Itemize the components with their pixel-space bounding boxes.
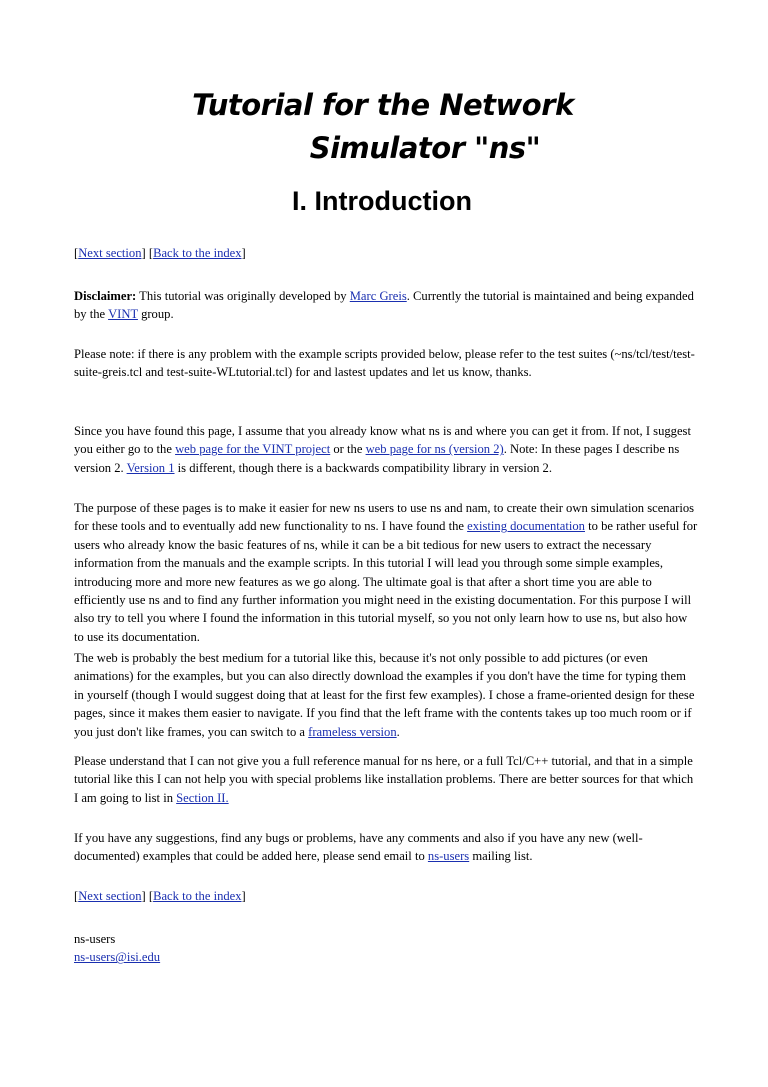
purpose-text-1: The purpose of these pages is to make it easier for new ns users to use ns and nam, to create their own simulation scenarios for these tools and to eventually add new functionality to ns. I have found the <box>74 501 695 534</box>
suggestions-paragraph <box>74 829 698 866</box>
footer-name: ns-users <box>74 932 116 946</box>
note-paragraph: Please note: if there is any problem with the example scripts provided below, please refer to the test suites (~ns/tcl/test/test-suite-greis.tcl and test-suite-WLtutorial.tcl) for and lastest updates and let us know, thanks. <box>74 347 695 380</box>
page-heading-text: I. Introduction <box>292 186 472 216</box>
disclaimer-paragraph <box>74 287 698 324</box>
title-banner-line-1: Tutorial for the Network <box>192 88 574 122</box>
intro-paragraph <box>74 422 698 477</box>
vint-project-link[interactable]: web page for the VINT project <box>175 442 331 457</box>
back-to-index-link-bottom[interactable]: Back to the index <box>153 889 242 903</box>
top-nav: [Next section] [Back to the index] <box>74 246 246 260</box>
disclaimer-text-2: . Currently the tutorial is maintained and being expanded by the <box>74 289 694 322</box>
purpose-text-2: to be rather useful for users who already know the basic features of ns, while it can be a bit tedious for new users to extract the necessary information from the manuals and the example scripts. In this tutorial I will lead you through some simple examples, introducing more and more new features as we go along. The ultimate goal is that after a short time you are able to efficiently use ns and to find any further information you might need in the existing documentation. For this purpose I will also try to tell you where I found the information in this tutorial myself, so you not only learn how to use ns, but also how to use its documentation. <box>74 519 698 644</box>
intro-text-3: . Note: In these pages I describe ns version 2. <box>74 442 680 475</box>
reference-text-1: Please understand that I can not give you a full reference manual for ns here, or a full Tcl/C++ tutorial, and that in a simple tutorial like this I can not help you with special problems like installation problems. There are better sources for that which I am going to list in <box>74 754 694 805</box>
purpose-paragraph <box>74 499 698 646</box>
frameless-version-link[interactable]: frameless version <box>308 724 397 739</box>
back-to-index-link[interactable]: Back to the index <box>153 246 242 260</box>
intro-text-4: is different, though there is a backwards compatibility library in version 2. <box>174 460 553 475</box>
version-1-link[interactable]: Version 1 <box>126 460 175 475</box>
suggestions-text-2: mailing list. <box>469 849 533 864</box>
disclaimer-text-3: group. <box>137 307 174 322</box>
existing-documentation-link[interactable]: existing documentation <box>467 519 585 534</box>
next-section-link[interactable]: Next section <box>78 246 142 260</box>
bottom-nav: [Next section] [Back to the index] <box>74 889 246 903</box>
footer-email-link[interactable]: ns-users@isi.edu <box>74 950 161 965</box>
disclaimer-text-1: This tutorial was originally developed by <box>136 289 350 303</box>
web-medium-paragraph <box>74 649 698 741</box>
disclaimer-label: Disclaimer: <box>74 289 137 303</box>
ns-users-link[interactable]: ns-users <box>427 849 470 864</box>
section-2-link[interactable]: Section II. <box>176 790 229 805</box>
footer <box>74 930 698 967</box>
reference-paragraph <box>74 752 698 807</box>
ns-version-2-link[interactable]: web page for ns (version 2) <box>365 442 504 457</box>
intro-text-2: or the <box>330 442 366 457</box>
page-heading <box>0 186 768 217</box>
web-medium-text-2: . <box>396 724 400 739</box>
web-medium-text-1: The web is probably the best medium for a tutorial like this, because it's not only possible to add pictures (or even animations) for the examples, but you can also directly download the examples if you don't have the time for typing them in yourself (though I would suggest doing that at least for the first few examples). I chose a frame-oriented design for these pages, since it makes them easier to navigate. If you find that the left frame with the contents takes up too much room or if you just don't like frames, you can switch to a <box>74 651 695 739</box>
vint-link[interactable]: VINT <box>108 307 138 322</box>
intro-text-1: Since you have found this page, I assume that you already know what ns is and where you can get it from. If not, I suggest you either go to the <box>74 424 691 457</box>
title-banner <box>0 84 768 170</box>
title-banner-line-2: Simulator "ns" <box>309 131 541 165</box>
author-link[interactable]: Marc Greis <box>349 289 407 303</box>
next-section-link-bottom[interactable]: Next section <box>78 889 142 903</box>
suggestions-text-1: If you have any suggestions, find any bugs or problems, have any comments and also if you have any new (well-documented) examples that could be added here, please send email to <box>74 831 643 864</box>
